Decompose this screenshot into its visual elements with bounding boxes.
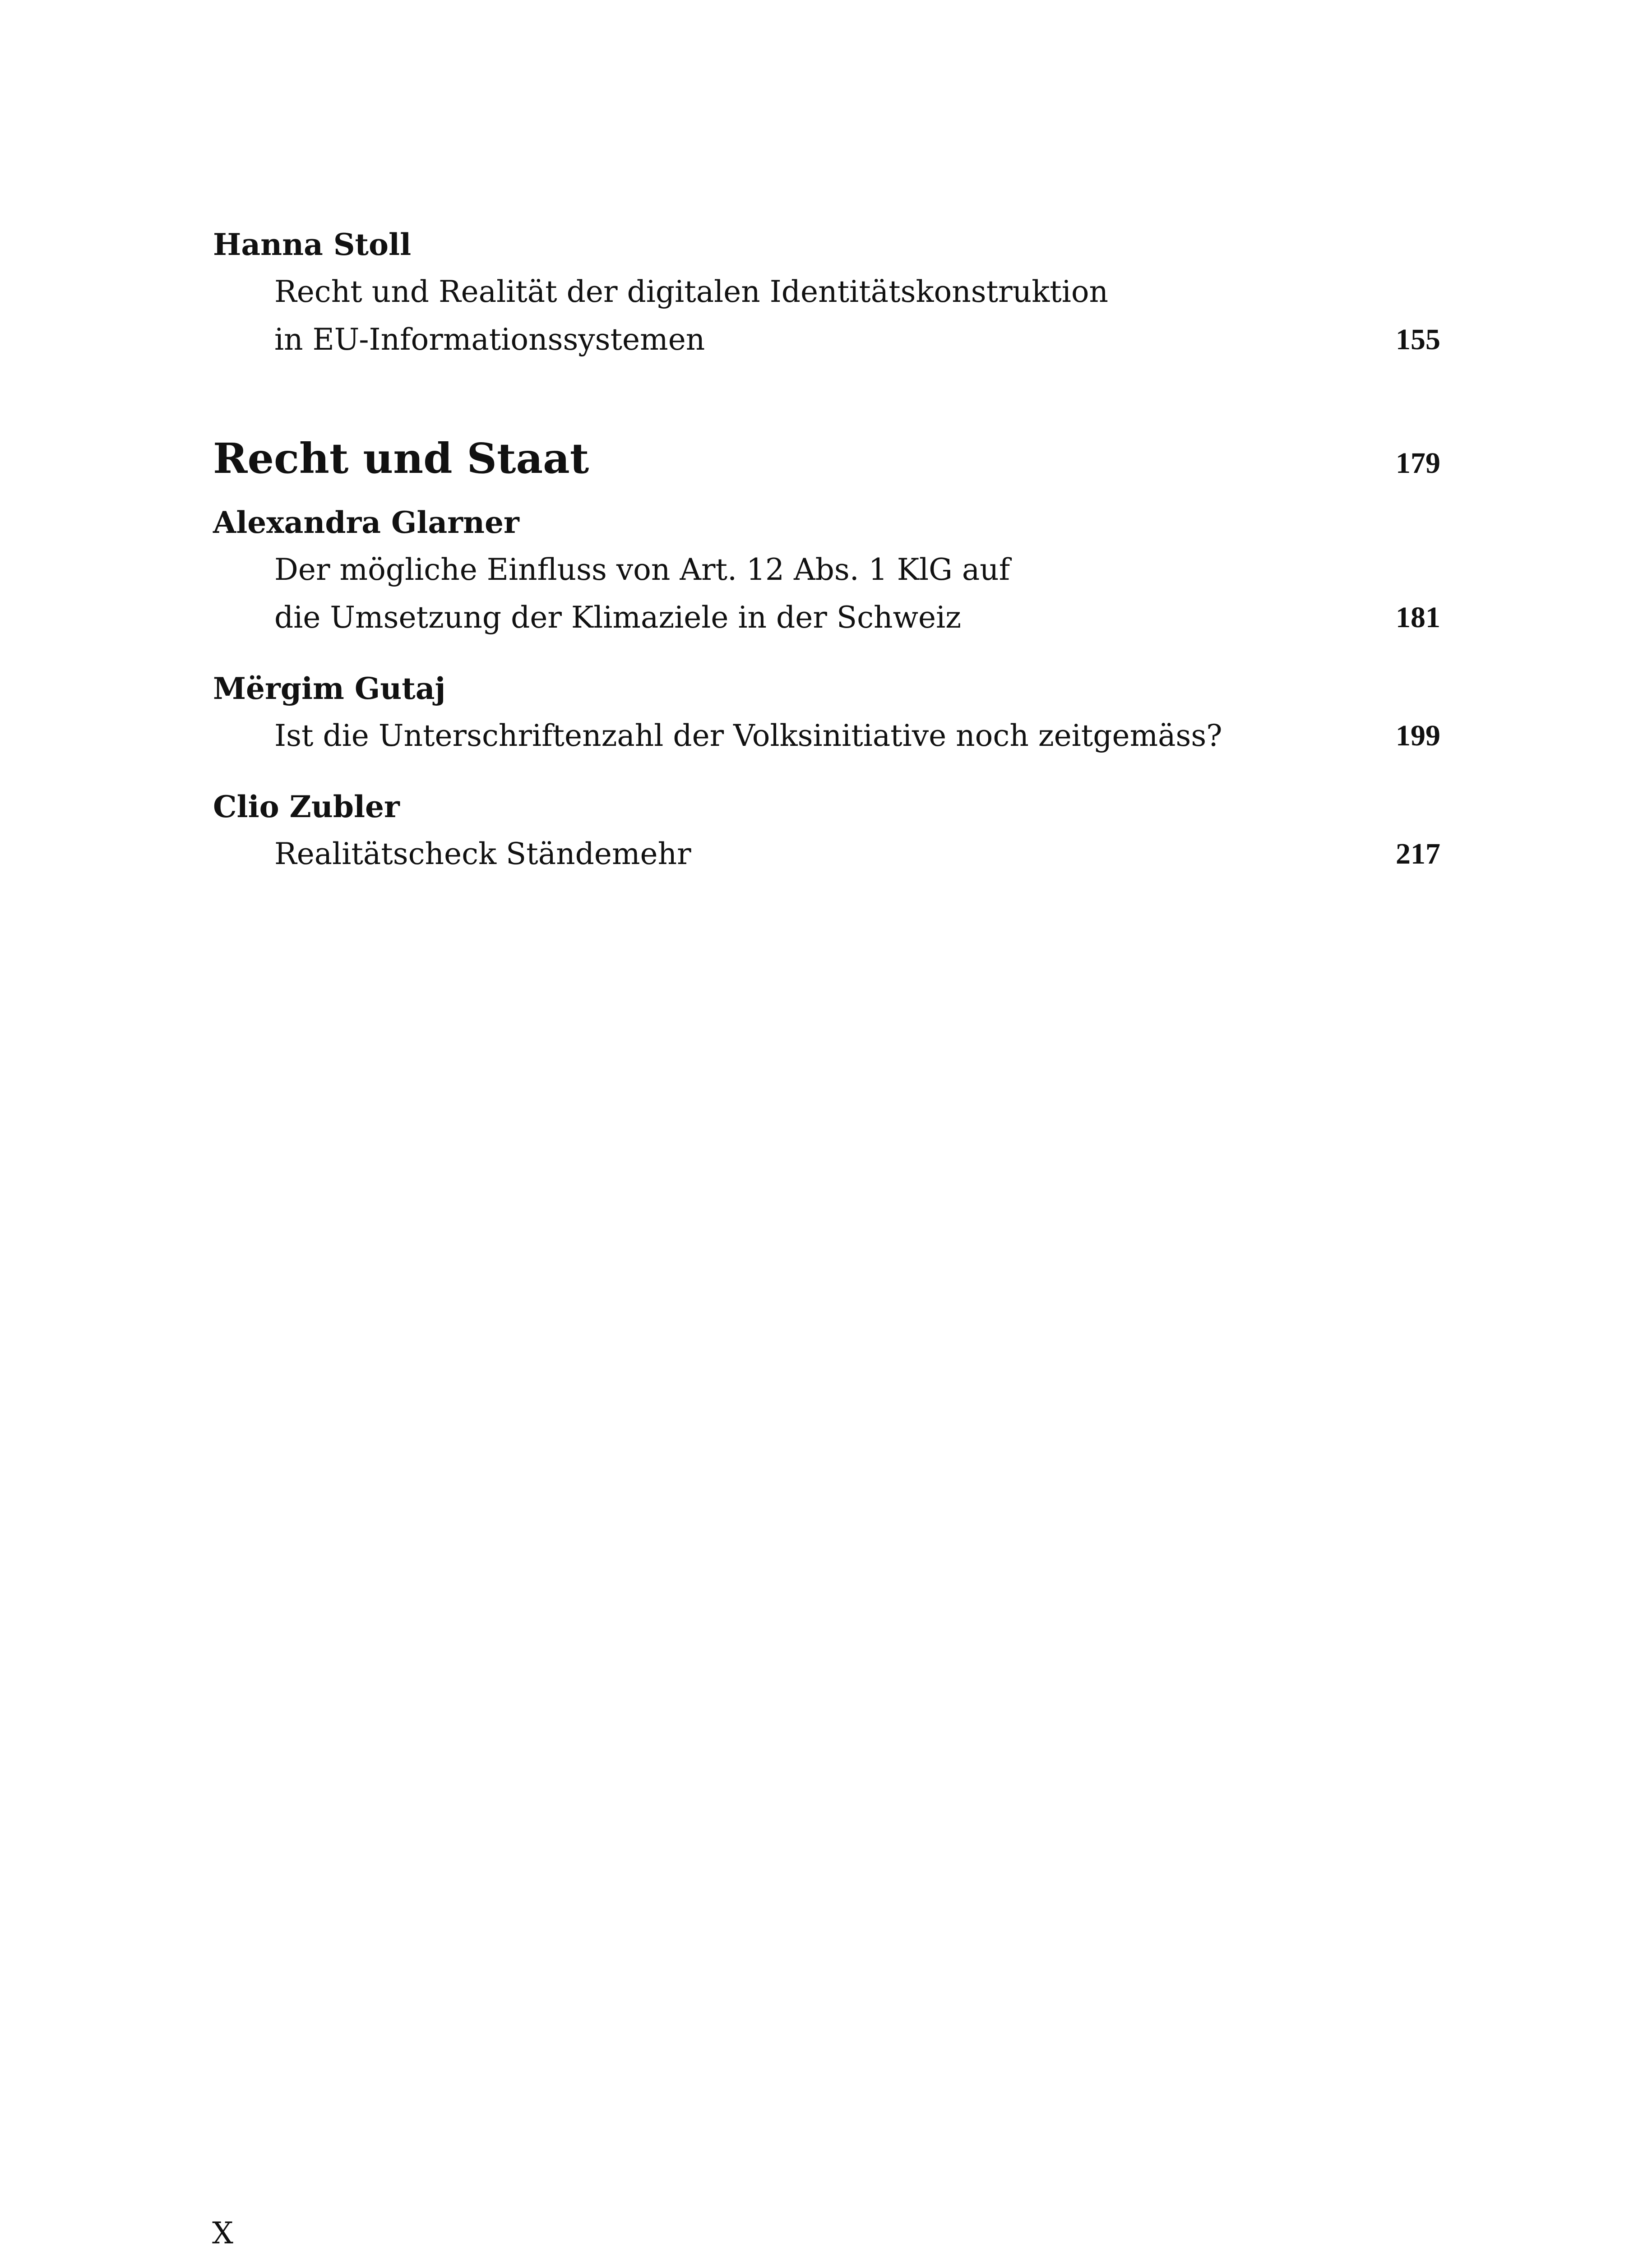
entry-title <box>213 712 1222 760</box>
entry-row <box>213 830 1440 878</box>
entry-title-line: Realitätscheck Ständemehr <box>274 837 691 871</box>
entry-row <box>213 712 1440 760</box>
entry-title-line: in EU-Informationssystemen <box>274 322 705 357</box>
entry-row <box>213 268 1440 364</box>
entry-title-line: Recht und Realität der digitalen Identitätskonstruktion <box>274 274 1109 309</box>
page-footer-number: X <box>212 2216 233 2251</box>
entry-title <box>213 546 1010 642</box>
entry-title-line: die Umsetzung der Klimaziele in der Schweiz <box>274 600 961 635</box>
entry-page-number: 181 <box>1396 601 1440 634</box>
toc-entry <box>213 783 1440 878</box>
section-title: Recht und Staat <box>213 434 589 483</box>
entry-page-number: 217 <box>1396 837 1440 870</box>
entry-title <box>213 830 691 878</box>
entry-page-number: 155 <box>1396 323 1440 356</box>
entry-title-line: Ist die Unterschriftenzahl der Volksinitiative noch zeitgemäss? <box>274 718 1222 753</box>
entry-row <box>213 546 1440 642</box>
table-of-contents <box>213 221 1440 901</box>
toc-entry <box>213 499 1440 642</box>
entry-title-line: Der mögliche Einfluss von Art. 12 Abs. 1 KlG auf <box>274 552 1010 587</box>
entry-author: Clio Zubler <box>213 789 400 824</box>
toc-entry <box>213 221 1440 364</box>
entry-author: Mërgim Gutaj <box>213 671 446 706</box>
toc-entry <box>213 665 1440 760</box>
entry-author: Hanna Stoll <box>213 227 412 262</box>
section-page-number: 179 <box>1396 447 1440 480</box>
entry-title <box>213 268 1108 364</box>
entry-author: Alexandra Glarner <box>213 505 519 540</box>
entry-page-number: 199 <box>1396 719 1440 752</box>
section-heading <box>213 431 1440 487</box>
